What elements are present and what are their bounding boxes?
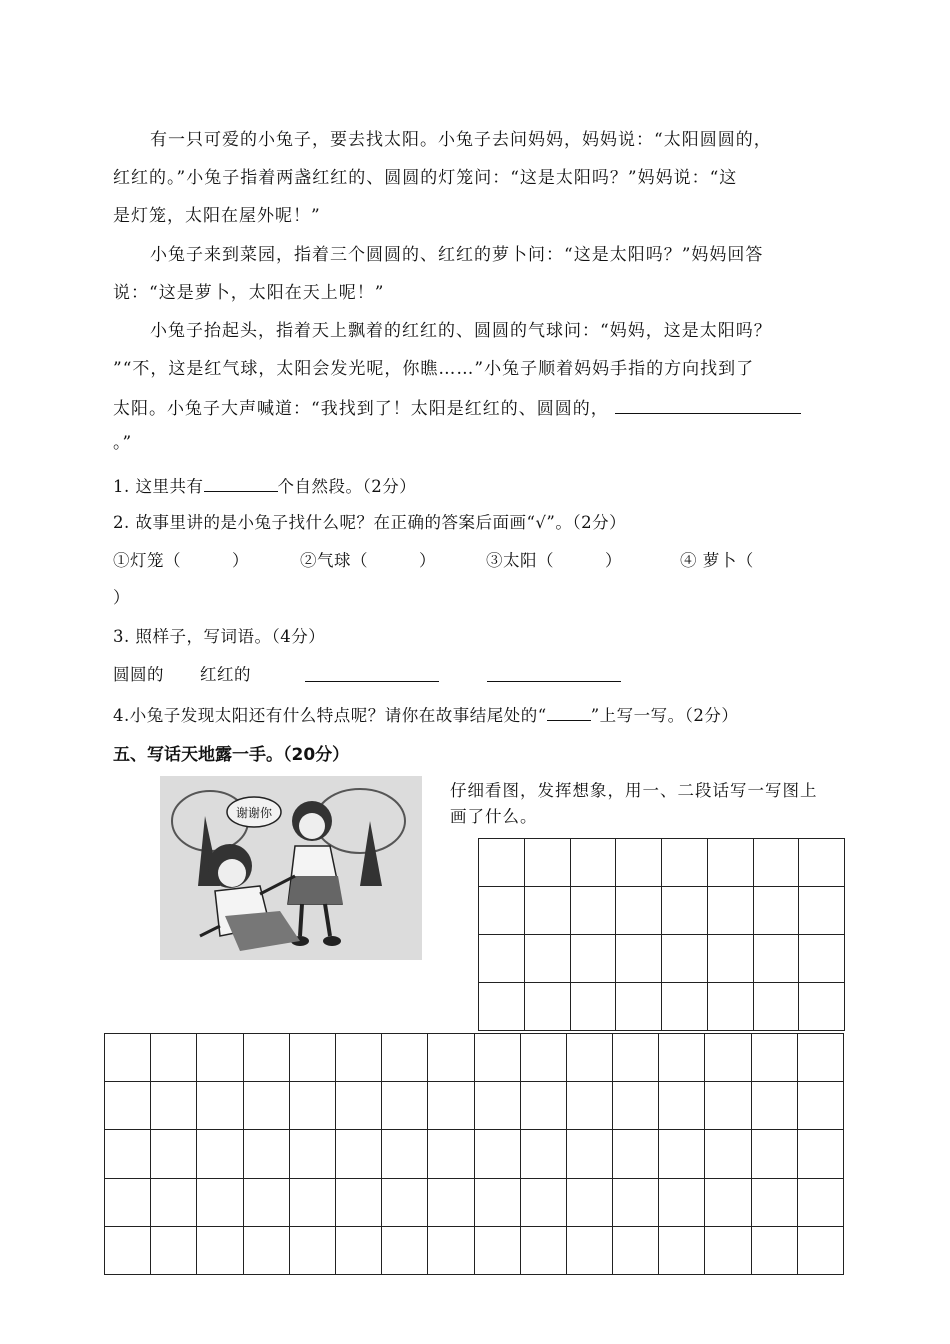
speech-text: 谢谢你 bbox=[235, 806, 273, 820]
grid-cell[interactable] bbox=[474, 1130, 520, 1178]
grid-cell[interactable] bbox=[479, 839, 525, 887]
grid-cell[interactable] bbox=[751, 1178, 797, 1226]
grid-cell[interactable] bbox=[243, 1034, 289, 1082]
question-1-blank[interactable] bbox=[204, 473, 278, 492]
grid-cell[interactable] bbox=[705, 1226, 751, 1274]
grid-cell[interactable] bbox=[335, 1178, 381, 1226]
question-3-blank-2[interactable] bbox=[487, 663, 621, 689]
grid-row bbox=[105, 1178, 844, 1226]
story-p3-line1: 小兔子抬起头，指着天上飘着的红红的、圆圆的气球问：“妈妈，这是太阳吗？ bbox=[150, 321, 772, 341]
story-p3-line2: ”“不，这是红气球，太阳会发光呢，你瞧……”小兔子顺着妈妈手指的方向找到了 bbox=[113, 359, 755, 379]
grid-cell[interactable] bbox=[197, 1226, 243, 1274]
grid-cell[interactable] bbox=[520, 1226, 566, 1274]
grid-cell[interactable] bbox=[613, 1130, 659, 1178]
grid-cell[interactable] bbox=[753, 839, 799, 887]
grid-cell[interactable] bbox=[428, 1130, 474, 1178]
grid-cell[interactable] bbox=[707, 983, 753, 1031]
grid-cell[interactable] bbox=[570, 839, 616, 887]
grid-cell[interactable] bbox=[797, 1178, 843, 1226]
grid-row bbox=[479, 839, 845, 887]
grid-cell[interactable] bbox=[707, 839, 753, 887]
grid-cell[interactable] bbox=[566, 1082, 612, 1130]
grid-cell[interactable] bbox=[616, 983, 662, 1031]
grid-cell[interactable] bbox=[479, 935, 525, 983]
grid-cell[interactable] bbox=[613, 1178, 659, 1226]
grid-cell[interactable] bbox=[474, 1082, 520, 1130]
story-p1-line2: 红红的。”小兔子指着两盏红红的、圆圆的灯笼问：“这是太阳吗？”妈妈说：“这 bbox=[113, 168, 738, 188]
grid-cell[interactable] bbox=[151, 1082, 197, 1130]
grid-cell[interactable] bbox=[570, 887, 616, 935]
question-2-option-3[interactable]: ③太阳（ ） bbox=[486, 551, 622, 570]
question-1-prefix: 1. 这里共有 bbox=[113, 477, 204, 496]
children-illustration bbox=[160, 776, 422, 960]
grid-cell[interactable] bbox=[289, 1178, 335, 1226]
grid-cell[interactable] bbox=[479, 983, 525, 1031]
grid-cell[interactable] bbox=[753, 935, 799, 983]
grid-cell[interactable] bbox=[243, 1082, 289, 1130]
grid-cell[interactable] bbox=[799, 983, 845, 1031]
grid-cell[interactable] bbox=[659, 1082, 705, 1130]
grid-cell[interactable] bbox=[289, 1034, 335, 1082]
question-2: 2. 故事里讲的是小兔子找什么呢？在正确的答案后面画“√”。（2分） bbox=[113, 513, 627, 532]
grid-cell[interactable] bbox=[707, 887, 753, 935]
grid-cell[interactable] bbox=[524, 983, 570, 1031]
question-3: 3. 照样子，写词语。（4分） bbox=[113, 627, 326, 646]
grid-cell[interactable] bbox=[428, 1178, 474, 1226]
question-3-example-2: 红红的 bbox=[200, 665, 251, 684]
grid-cell[interactable] bbox=[616, 935, 662, 983]
grid-row bbox=[105, 1226, 844, 1274]
grid-cell[interactable] bbox=[524, 887, 570, 935]
grid-row bbox=[479, 935, 845, 983]
question-3-blank-1-line[interactable] bbox=[305, 663, 439, 682]
grid-cell[interactable] bbox=[243, 1130, 289, 1178]
grid-cell[interactable] bbox=[479, 887, 525, 935]
grid-cell[interactable] bbox=[474, 1226, 520, 1274]
question-2-option-1[interactable]: ①灯笼（ ） bbox=[113, 551, 249, 570]
grid-cell[interactable] bbox=[799, 887, 845, 935]
grid-cell[interactable] bbox=[662, 839, 708, 887]
grid-cell[interactable] bbox=[151, 1130, 197, 1178]
grid-cell[interactable] bbox=[662, 935, 708, 983]
grid-cell[interactable] bbox=[197, 1130, 243, 1178]
grid-cell[interactable] bbox=[797, 1082, 843, 1130]
grid-cell[interactable] bbox=[659, 1178, 705, 1226]
question-4 bbox=[113, 702, 738, 728]
grid-cell[interactable] bbox=[797, 1226, 843, 1274]
grid-row bbox=[105, 1034, 844, 1082]
grid-cell[interactable] bbox=[616, 887, 662, 935]
grid-cell[interactable] bbox=[382, 1082, 428, 1130]
question-2-option-2[interactable]: ②气球（ ） bbox=[300, 551, 436, 570]
grid-cell[interactable] bbox=[799, 839, 845, 887]
story-p2-line2: 说：“这是萝卜，太阳在天上呢！” bbox=[113, 283, 385, 303]
question-3-blank-2-line[interactable] bbox=[487, 663, 621, 682]
story-p3-line3 bbox=[113, 395, 801, 421]
grid-cell[interactable] bbox=[382, 1178, 428, 1226]
grid-cell[interactable] bbox=[753, 887, 799, 935]
question-1-suffix: 个自然段。（2分） bbox=[277, 477, 417, 496]
grid-cell[interactable] bbox=[659, 1034, 705, 1082]
question-2-tail: ） bbox=[113, 588, 130, 607]
grid-cell[interactable] bbox=[659, 1130, 705, 1178]
question-4-blank bbox=[547, 702, 591, 721]
grid-cell[interactable] bbox=[520, 1130, 566, 1178]
story-p3-line3-text: 太阳。小兔子大声喊道：“我找到了！太阳是红红的、圆圆的， bbox=[113, 399, 609, 419]
story-p3-line4: 。” bbox=[113, 433, 133, 453]
grid-cell[interactable] bbox=[751, 1082, 797, 1130]
question-3-blank-1[interactable] bbox=[305, 663, 439, 689]
grid-cell[interactable] bbox=[524, 935, 570, 983]
grid-cell[interactable] bbox=[659, 1226, 705, 1274]
story-p1-line1: 有一只可爱的小兔子，要去找太阳。小兔子去问妈妈，妈妈说：“太阳圆圆的， bbox=[150, 130, 772, 150]
grid-cell[interactable] bbox=[105, 1130, 151, 1178]
grid-cell[interactable] bbox=[566, 1130, 612, 1178]
story-p2-line1: 小兔子来到菜园，指着三个圆圆的、红红的萝卜问：“这是太阳吗？”妈妈回答 bbox=[150, 245, 764, 265]
grid-cell[interactable] bbox=[613, 1034, 659, 1082]
section-5-heading: 五、写话天地露一手。（20分） bbox=[113, 745, 350, 765]
grid-cell[interactable] bbox=[662, 983, 708, 1031]
grid-cell[interactable] bbox=[797, 1130, 843, 1178]
question-1 bbox=[113, 473, 416, 499]
grid-row bbox=[105, 1082, 844, 1130]
grid-cell[interactable] bbox=[520, 1178, 566, 1226]
grid-cell[interactable] bbox=[613, 1082, 659, 1130]
grid-cell[interactable] bbox=[751, 1226, 797, 1274]
grid-cell[interactable] bbox=[105, 1082, 151, 1130]
question-3-example-1: 圆圆的 bbox=[113, 665, 164, 684]
grid-cell[interactable] bbox=[566, 1034, 612, 1082]
grid-cell[interactable] bbox=[520, 1034, 566, 1082]
grid-cell[interactable] bbox=[705, 1130, 751, 1178]
grid-cell[interactable] bbox=[105, 1178, 151, 1226]
grid-cell[interactable] bbox=[197, 1082, 243, 1130]
question-4-suffix: ”上写一写。（2分） bbox=[590, 706, 739, 725]
grid-cell[interactable] bbox=[289, 1130, 335, 1178]
grid-cell[interactable] bbox=[751, 1034, 797, 1082]
grid-cell[interactable] bbox=[289, 1082, 335, 1130]
grid-cell[interactable] bbox=[243, 1178, 289, 1226]
grid-cell[interactable] bbox=[428, 1082, 474, 1130]
grid-row bbox=[479, 887, 845, 935]
grid-cell[interactable] bbox=[428, 1226, 474, 1274]
grid-cell[interactable] bbox=[151, 1226, 197, 1274]
grid-cell[interactable] bbox=[705, 1082, 751, 1130]
grid-cell[interactable] bbox=[751, 1130, 797, 1178]
grid-cell[interactable] bbox=[382, 1034, 428, 1082]
grid-cell[interactable] bbox=[566, 1178, 612, 1226]
grid-cell[interactable] bbox=[335, 1034, 381, 1082]
grid-cell[interactable] bbox=[524, 839, 570, 887]
grid-row bbox=[479, 983, 845, 1031]
grid-cell[interactable] bbox=[613, 1226, 659, 1274]
grid-cell[interactable] bbox=[520, 1082, 566, 1130]
grid-cell[interactable] bbox=[570, 935, 616, 983]
grid-cell[interactable] bbox=[243, 1226, 289, 1274]
grid-cell[interactable] bbox=[705, 1178, 751, 1226]
grid-cell[interactable] bbox=[197, 1034, 243, 1082]
grid-cell[interactable] bbox=[382, 1226, 428, 1274]
grid-cell[interactable] bbox=[474, 1034, 520, 1082]
grid-cell[interactable] bbox=[335, 1082, 381, 1130]
grid-cell[interactable] bbox=[753, 983, 799, 1031]
writing-grid-large[interactable] bbox=[104, 1033, 844, 1275]
grid-cell[interactable] bbox=[797, 1034, 843, 1082]
grid-cell[interactable] bbox=[289, 1226, 335, 1274]
grid-cell[interactable] bbox=[799, 935, 845, 983]
grid-cell[interactable] bbox=[662, 887, 708, 935]
grid-cell[interactable] bbox=[382, 1130, 428, 1178]
grid-cell[interactable] bbox=[570, 983, 616, 1031]
grid-cell[interactable] bbox=[151, 1034, 197, 1082]
grid-cell[interactable] bbox=[705, 1034, 751, 1082]
grid-cell[interactable] bbox=[707, 935, 753, 983]
writing-prompt: 仔细看图，发挥想象，用一、二段话写一写图上画了什么。 bbox=[450, 781, 818, 826]
grid-cell[interactable] bbox=[151, 1178, 197, 1226]
grid-row bbox=[105, 1130, 844, 1178]
grid-cell[interactable] bbox=[105, 1226, 151, 1274]
grid-cell[interactable] bbox=[566, 1226, 612, 1274]
grid-cell[interactable] bbox=[335, 1130, 381, 1178]
question-4-prefix: 4.小兔子发现太阳还有什么特点呢？请你在故事结尾处的“ bbox=[113, 706, 547, 725]
story-ending-blank[interactable] bbox=[615, 395, 801, 414]
story-p1-line3: 是灯笼，太阳在屋外呢！” bbox=[113, 206, 321, 226]
grid-cell[interactable] bbox=[616, 839, 662, 887]
grid-cell[interactable] bbox=[197, 1178, 243, 1226]
grid-cell[interactable] bbox=[335, 1226, 381, 1274]
grid-cell[interactable] bbox=[474, 1178, 520, 1226]
question-2-option-4[interactable]: ④ 萝卜（ bbox=[680, 551, 754, 570]
grid-cell[interactable] bbox=[105, 1034, 151, 1082]
grid-cell[interactable] bbox=[428, 1034, 474, 1082]
writing-grid-small[interactable] bbox=[478, 838, 845, 1031]
